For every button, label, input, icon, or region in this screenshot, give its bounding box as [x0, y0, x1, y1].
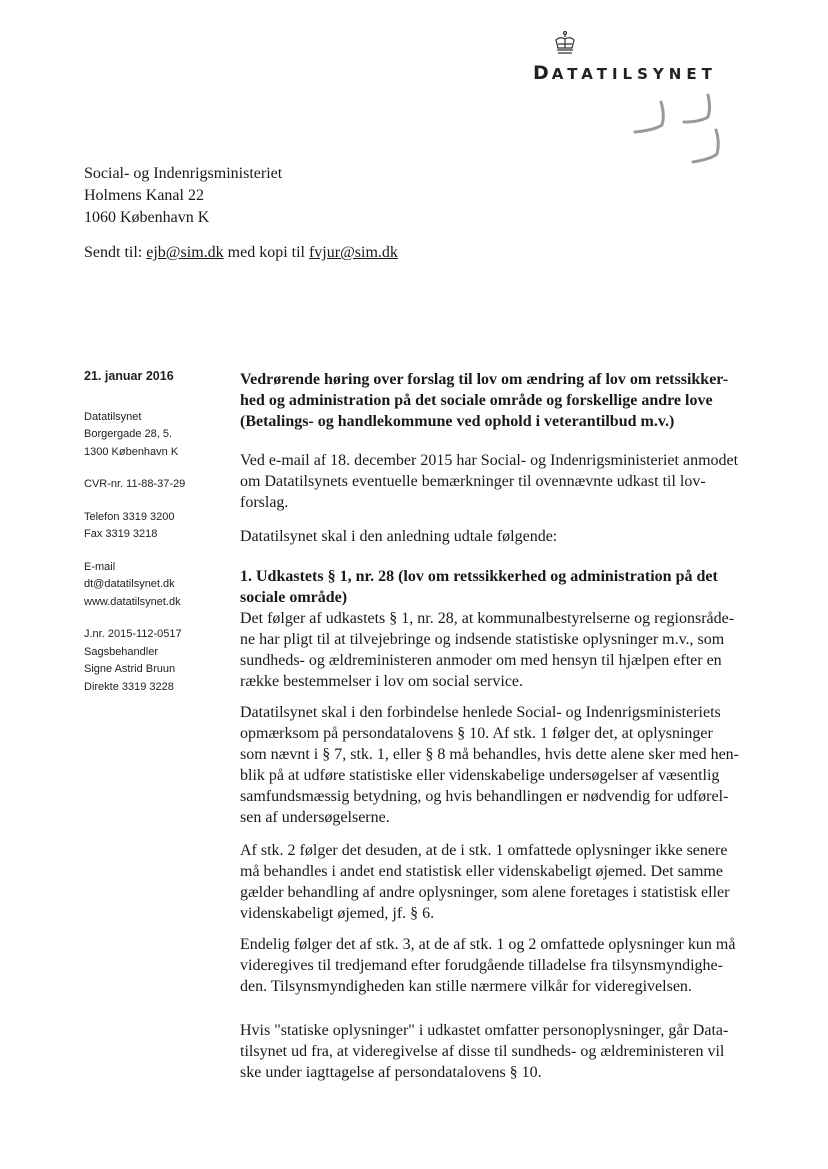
paragraph-statement [240, 526, 557, 547]
text-line: Datatilsynet skal i den anledning udtale følgende: [240, 528, 558, 545]
paragraph-conclusion [240, 1020, 728, 1083]
case-handler-label: Sagsbehandler [84, 645, 159, 658]
sender-phone: Telefon 3319 3200 [84, 510, 175, 523]
paragraph-stk3 [240, 934, 735, 997]
text-line: Hvis "statiske oplysninger" i udkastet omfatter personoplysninger, går Data- [240, 1022, 729, 1039]
text-line: opmærksom på persondatalovens § 10. Af stk. 1 følger det, at oplysninger [240, 725, 713, 742]
sender-info-sidebar [84, 368, 185, 696]
text-line: ske under iagttagelse af persondatalovens § 10. [240, 1064, 542, 1081]
letter-date: 21. januar 2016 [84, 369, 174, 383]
text-line: den. Tilsynsmyndigheden kan stille nærmere vilkår for videregivelsen. [240, 978, 692, 995]
text-line: må behandles i andet end statistisk eller videnskabeligt øjemed. Det samme [240, 863, 723, 880]
subject-line: (Betalings- og handlekommune ved ophold i veterantilbud m.v.) [240, 413, 675, 430]
text-line: Datatilsynet skal i den forbindelse henlede Social- og Indenrigsministeriets [240, 704, 721, 721]
copy-label: med kopi til [227, 244, 305, 261]
recipient-line: Social- og Indenrigsministeriet [84, 165, 283, 182]
recipient-line: 1060 København K [84, 209, 210, 226]
text-line: række bestemmelser i lov om social service. [240, 673, 524, 690]
email-link-primary[interactable]: ejb@sim.dk [146, 244, 224, 261]
subject-line: hed og administration på det sociale område og forskellige andre love [240, 392, 713, 409]
sender-org: Datatilsynet [84, 410, 142, 423]
sender-street: Borgergade 28, 5. [84, 428, 173, 440]
section-1 [240, 566, 734, 692]
section-heading-line: sociale område) [240, 589, 348, 606]
text-line: videnskabeligt øjemed, jf. § 6. [240, 905, 435, 922]
text-line: forslag. [240, 494, 289, 511]
sender-fax: Fax 3319 3218 [84, 528, 158, 540]
datatilsynet-logo: DATATILSYNET [533, 62, 717, 84]
text-line: sen af undersøgelserne. [240, 809, 390, 826]
section-heading-line: 1. Udkastets § 1, nr. 28 (lov om retssikkerhed og administration på det [240, 568, 718, 585]
text-line: blik på at udføre statistiske eller videnskabelige undersøgelser af væsentlig [240, 767, 720, 784]
text-line: tilsynet ud fra, at videregivelse af disse til sundheds- og ældreministeren vil [240, 1043, 725, 1060]
text-line: Det følger af udkastets § 1, nr. 28, at kommunalbestyrelserne og regionsråde- [240, 610, 735, 627]
text-line: Endelig følger det af stk. 3, at de af stk. 1 og 2 omfattede oplysninger kun må [240, 936, 736, 953]
royal-crown-icon [552, 30, 578, 56]
text-line: videregives til tredjemand efter forudgående tilladelse fra tilsynsmyndighe- [240, 957, 723, 974]
subject-line: Vedrørende høring over forslag til lov om ændring af lov om retssikker- [240, 371, 729, 388]
email-link-copy[interactable]: fvjur@sim.dk [308, 244, 398, 261]
sender-email[interactable]: dt@datatilsynet.dk [84, 578, 175, 590]
sender-city: 1300 København K [84, 445, 179, 458]
text-line: Af stk. 2 følger det desuden, at de i stk. 1 omfattede oplysninger ikke senere [240, 842, 728, 859]
text-line: om Datatilsynets eventuelle bemærkninger til ovennævnte udkast til lov- [240, 473, 706, 490]
sent-to-label: Sendt til: [84, 244, 143, 261]
paragraph-stk2 [240, 840, 729, 924]
recipient-line: Holmens Kanal 22 [84, 187, 204, 204]
text-line: ne har pligt til at tilvejebringe og indsende statistiske oplysninger m.v., som [240, 631, 725, 648]
text-line: som nævnt i § 7, stk. 1, eller § 8 må behandles, hvis dette alene sker med hen- [240, 746, 739, 763]
case-handler-direct: Direkte 3319 3228 [84, 680, 174, 693]
paragraph-persondataloven [240, 702, 739, 828]
paragraph-intro [240, 450, 738, 513]
sender-website[interactable]: www.datatilsynet.dk [84, 595, 181, 608]
letter-subject [240, 369, 728, 432]
sender-cvr: CVR-nr. 11-88-37-29 [84, 478, 186, 490]
text-line: samfundsmæssig betydning, og hvis behandlingen er nødvendig for udførel- [240, 788, 729, 805]
case-handler-name: Signe Astrid Bruun [84, 663, 176, 675]
journal-number: J.nr. 2015-112-0517 [84, 628, 182, 640]
sent-to-line [84, 242, 398, 263]
recipient-address [84, 163, 282, 228]
text-line: Ved e-mail af 18. december 2015 har Social- og Indenrigsministeriet anmodet [240, 452, 739, 469]
sender-email-label: E-mail [84, 560, 116, 573]
text-line: gælder behandling af andre oplysninger, som alene foretages i statistisk eller [240, 884, 730, 901]
handwritten-initials [625, 90, 735, 170]
text-line: sundheds- og ældreministeren anmoder om med hensyn til hjælpen efter en [240, 652, 722, 669]
